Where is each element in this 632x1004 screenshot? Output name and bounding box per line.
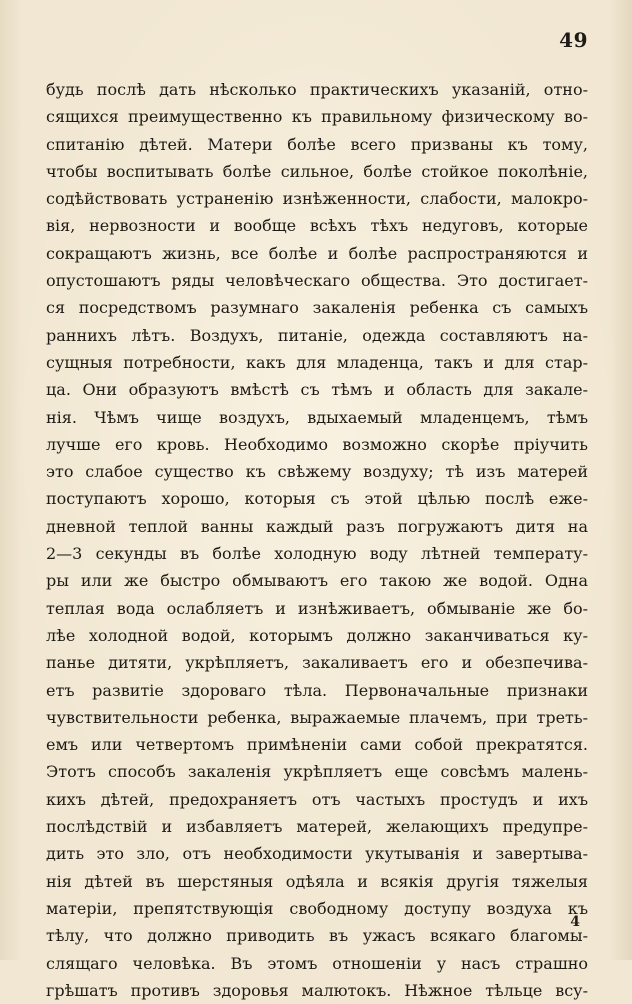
body-text bbox=[46, 76, 588, 1004]
text-line: кихъ дѣтей, предохраняетъ отъ частыхъ простудъ и ихъ bbox=[46, 789, 588, 809]
text-line: ца. Они образуютъ вмѣстѣ съ тѣмъ и область для закале- bbox=[46, 380, 588, 400]
text-line: чтобы воспитывать болѣе сильное, болѣе стойкое поколѣніе, bbox=[46, 161, 588, 181]
text-line: панье дитяти, укрѣпляетъ, закаливаетъ его и обезпечива- bbox=[46, 653, 588, 673]
text-line: дневной теплой ванны каждый разъ погружаютъ дитя на bbox=[46, 516, 588, 536]
text-line: поступаютъ хорошо, которыя съ этой цѣлью послѣ еже- bbox=[46, 489, 588, 509]
text-line: послѣдствій и избавляетъ матерей, желающихъ предупре- bbox=[46, 817, 588, 837]
signature-mark: 4 bbox=[570, 914, 580, 930]
text-line: ры или же быстро обмываютъ его такою же водой. Одна bbox=[46, 571, 588, 591]
text-line: етъ развитіе здороваго тѣла. Первоначальные признаки bbox=[46, 680, 588, 700]
text-line: вія, нервозности и вообще всѣхъ тѣхъ недуговъ, которые bbox=[46, 216, 588, 236]
text-line: грѣшатъ противъ здоровья малютокъ. Нѣжное тѣльце всу- bbox=[46, 980, 588, 1000]
text-line: это слабое существо къ свѣжему воздуху; тѣ изъ матерей bbox=[46, 462, 588, 482]
text-line: лучше его кровь. Необходимо возможно скорѣе пріучить bbox=[46, 434, 588, 454]
text-line: сокращаютъ жизнь, все болѣе и болѣе распространяются и bbox=[46, 243, 588, 263]
text-line: 2—3 секунды въ болѣе холодную воду лѣтней температу- bbox=[46, 544, 588, 564]
text-line: дить это зло, отъ необходимости укутыванія и завертыва- bbox=[46, 844, 588, 864]
text-line: емъ или четвертомъ примѣненіи сами собой прекратятся. bbox=[46, 735, 588, 755]
text-line: тѣлу, что должно приводить въ ужасъ всякаго благомы- bbox=[46, 926, 588, 946]
text-line: чувствительности ребенка, выражаемые плачемъ, при треть- bbox=[46, 707, 588, 727]
text-line: сящихся преимущественно къ правильному физическому во- bbox=[46, 107, 588, 127]
text-line: опустошаютъ ряды человѣческаго общества. Это достигает- bbox=[46, 271, 588, 291]
page-number: 49 bbox=[559, 28, 588, 52]
text-line: будь послѣ дать нѣсколько практическихъ указаній, отно- bbox=[46, 80, 588, 99]
text-line: нія дѣтей въ шерстяныя одѣяла и всякія другія тяжелыя bbox=[46, 871, 588, 891]
text-line: Этотъ способъ закаленія укрѣпляетъ еще совсѣмъ малень- bbox=[46, 762, 588, 782]
text-line: раннихъ лѣтъ. Воздухъ, питаніе, одежда составляютъ на- bbox=[46, 325, 588, 345]
text-line: матеріи, препятствующія свободному доступу воздуха къ bbox=[46, 898, 588, 918]
text-line: ся посредствомъ разумнаго закаленія ребенка съ самыхъ bbox=[46, 298, 588, 318]
text-line: нія. Чѣмъ чище воздухъ, вдыхаемый младенцемъ, тѣмъ bbox=[46, 407, 588, 427]
text-line: теплая вода ослабляетъ и изнѣживаетъ, обмываніе же бо- bbox=[46, 598, 588, 618]
text-line: спитанію дѣтей. Матери болѣе всего призваны къ тому, bbox=[46, 134, 588, 154]
text-line: сущныя потребности, какъ для младенца, такъ и для стар- bbox=[46, 352, 588, 372]
text-line: лѣе холодной водой, которымъ должно заканчиваться ку- bbox=[46, 625, 588, 645]
text-line: слящаго человѣка. Въ этомъ отношеніи у насъ страшно bbox=[46, 953, 588, 973]
text-line: содѣйствовать устраненію изнѣженности, слабости, малокро- bbox=[46, 189, 588, 209]
